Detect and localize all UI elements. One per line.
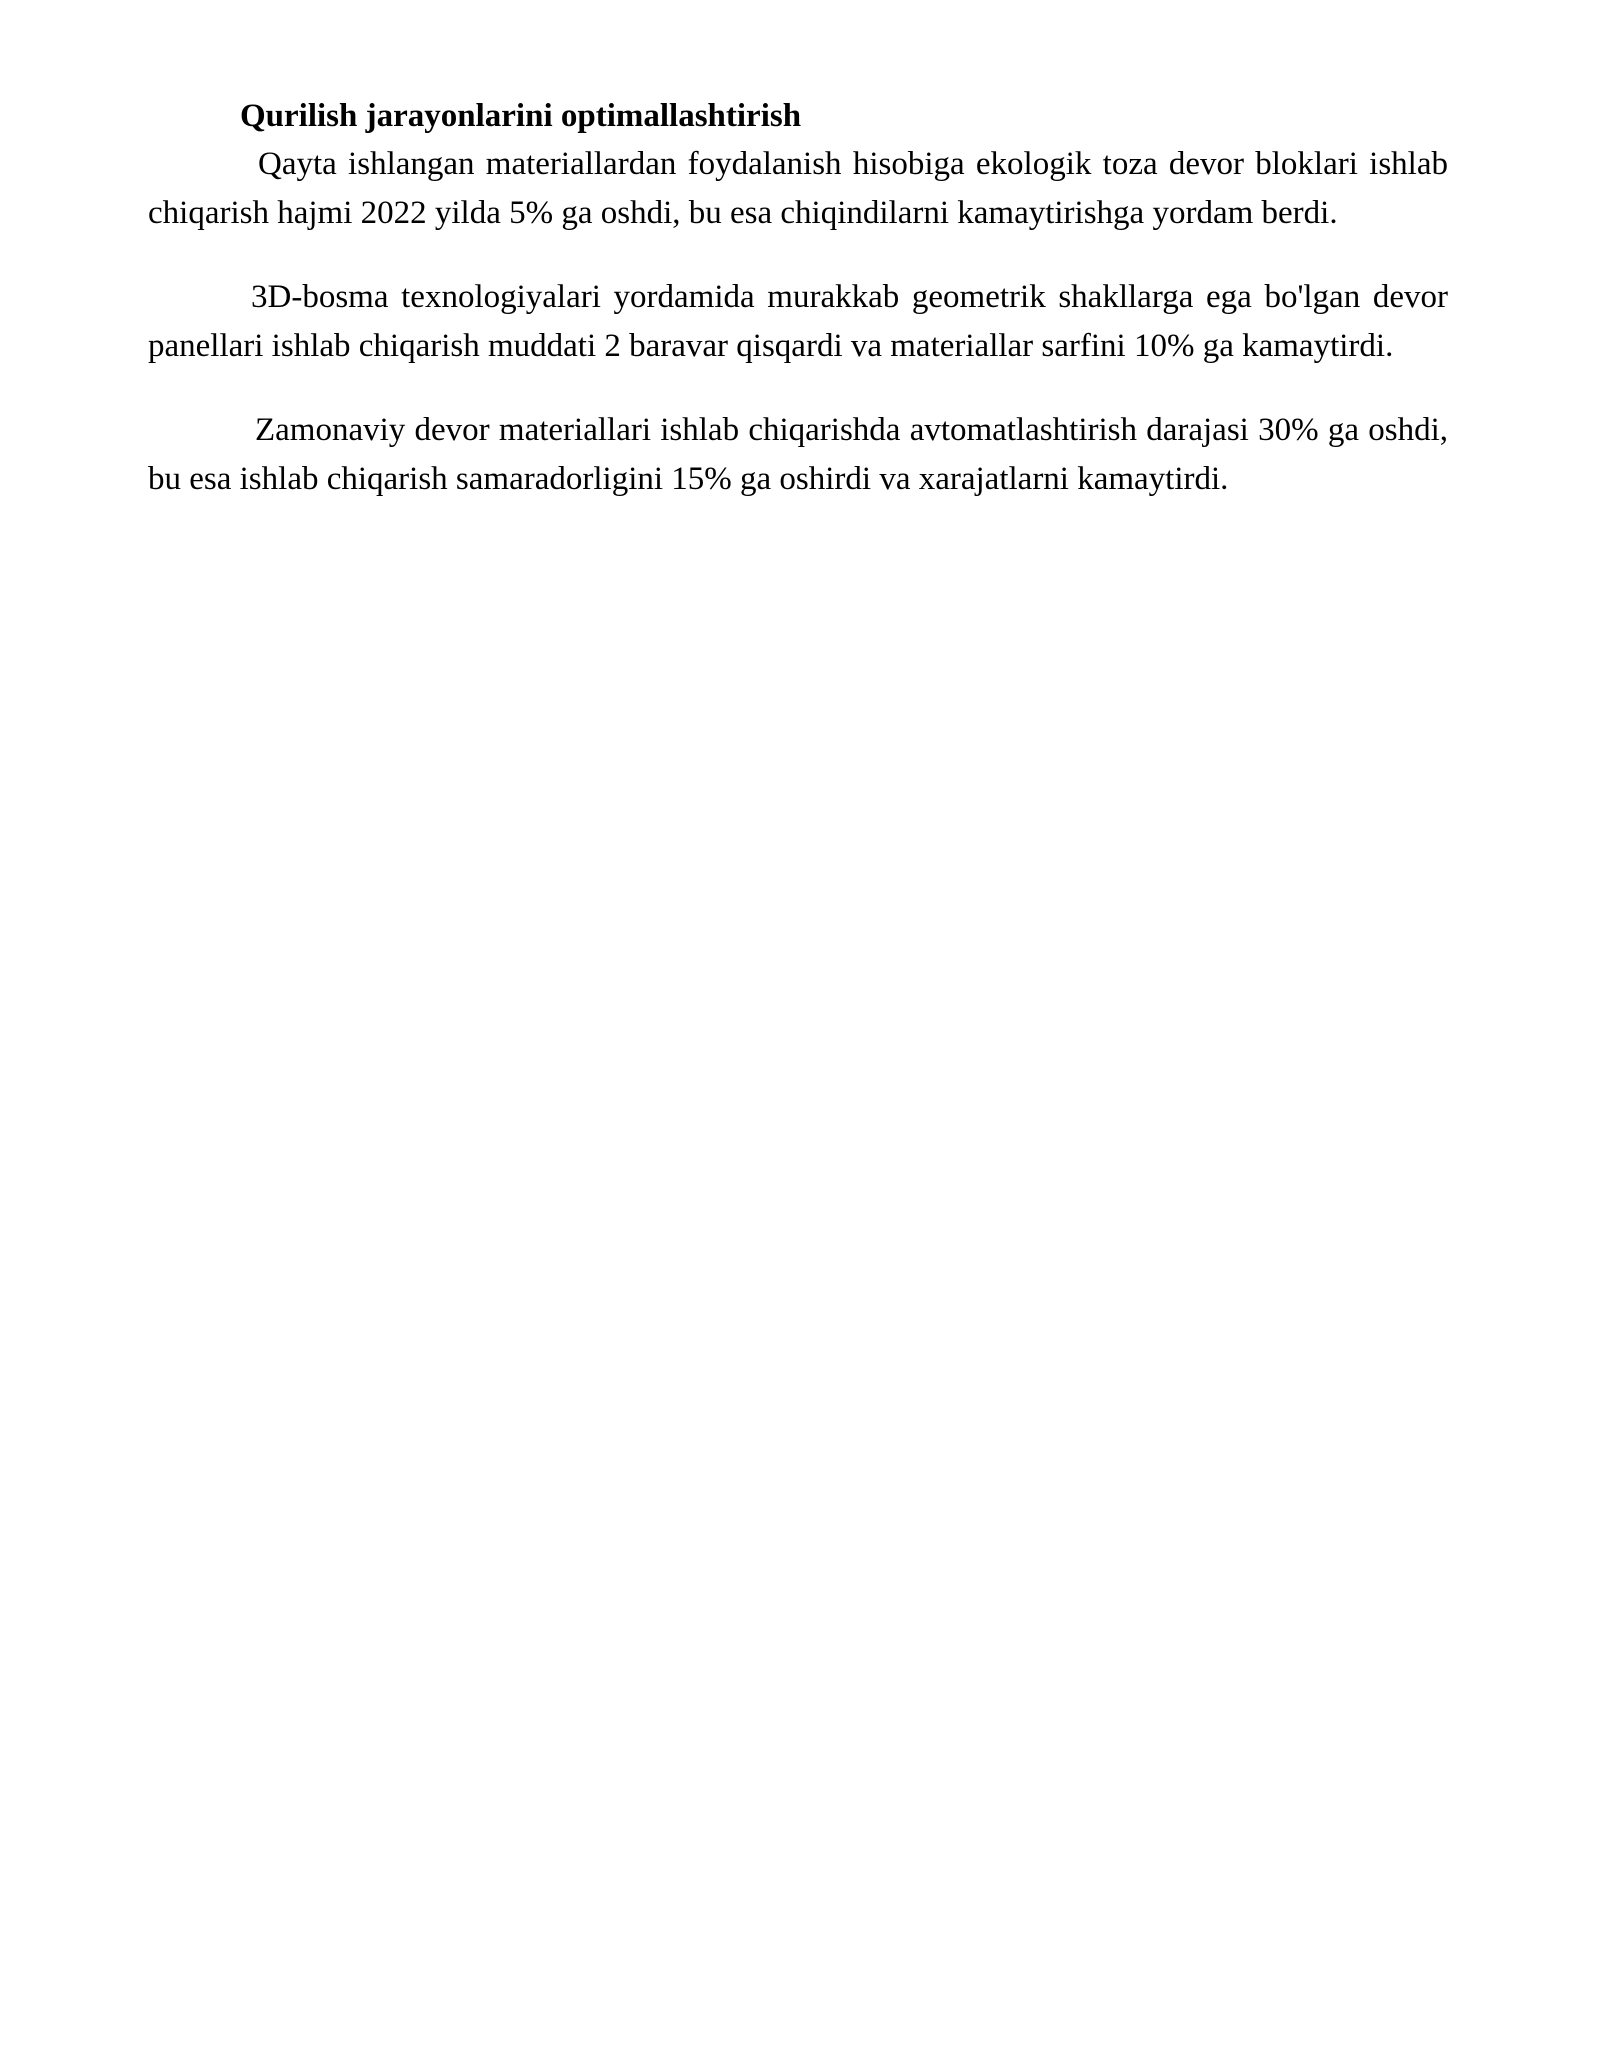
paragraph-automation: Zamonaviy devor materiallari ishlab chiqarishda avtomatlashtirish darajasi 30% ga oshdi, bu esa ishlab chiqarish samaradorligini 15% ga oshirdi va xarajatlarni kamaytirdi. [148, 412, 1448, 497]
paragraph-3d-printing: 3D-bosma texnologiyalari yordamida murakkab geometrik shakllarga ega bo'lgan devor panellari ishlab chiqarish muddati 2 baravar qisqardi va materiallar sarfini 10% ga kamaytirdi. [148, 279, 1448, 364]
paragraph-recycled-materials: Qayta ishlangan materiallardan foydalanish hisobiga ekologik toza devor bloklari ishlab chiqarish hajmi 2022 yilda 5% ga oshdi, bu esa chiqindilarni kamaytirishga yordam berdi. [148, 146, 1448, 231]
section-heading: Qurilish jarayonlarini optimallashtirish [240, 98, 802, 134]
document-body [148, 92, 1448, 503]
